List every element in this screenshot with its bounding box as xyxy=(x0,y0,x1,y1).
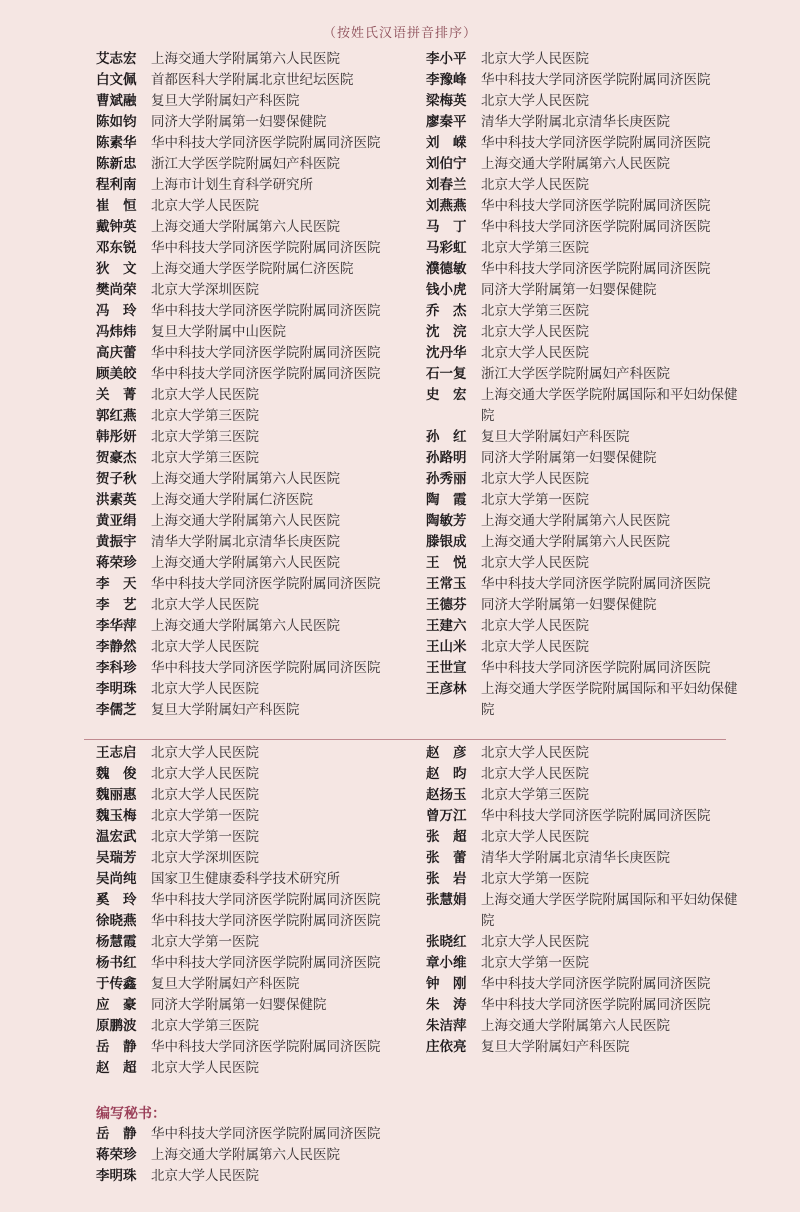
contributor-row xyxy=(96,469,416,490)
contributor-affiliation: 北京大学人民医院 xyxy=(151,681,259,697)
contributor-row xyxy=(96,553,416,574)
contributor-name: 章小维 xyxy=(426,955,467,971)
contributor-name: 陈素华 xyxy=(96,135,137,151)
contributor-row xyxy=(96,806,416,827)
contributor-name: 奚 玲 xyxy=(96,892,137,908)
contributor-name: 韩彤妍 xyxy=(96,429,137,445)
contributor-row xyxy=(426,532,746,553)
contributor-name: 温宏武 xyxy=(96,829,137,845)
contributor-row xyxy=(96,932,416,953)
contributor-name: 艾志宏 xyxy=(96,51,137,67)
contributor-row xyxy=(96,91,416,112)
contributor-affiliation: 华中科技大学同济医学院附属同济医院 xyxy=(151,660,381,676)
contributor-affiliation: 华中科技大学同济医学院附属同济医院 xyxy=(151,913,381,929)
contributor-name: 顾美皎 xyxy=(96,366,137,382)
contributor-affiliation: 北京大学深圳医院 xyxy=(151,850,259,866)
contributor-name: 张 蕾 xyxy=(426,850,467,866)
contributor-name: 孙秀丽 xyxy=(426,471,467,487)
contributor-row xyxy=(96,679,416,700)
contributor-name: 应 豪 xyxy=(96,997,137,1013)
contributor-affiliation: 华中科技大学同济医学院附属同济医院 xyxy=(481,808,711,824)
contributor-affiliation: 北京大学人民医院 xyxy=(481,93,589,109)
contributor-name: 王常玉 xyxy=(426,576,467,592)
contributor-name: 赵 昀 xyxy=(426,766,467,782)
contributor-name: 王 悦 xyxy=(426,555,467,571)
contributor-name: 曹斌融 xyxy=(96,93,137,109)
contributor-affiliation: 北京大学第三医院 xyxy=(481,240,589,256)
contributor-row xyxy=(96,574,416,595)
contributor-affiliation: 上海交通大学附属第六人民医院 xyxy=(151,555,340,571)
contributor-name: 关 菁 xyxy=(96,387,137,403)
contributor-name: 张 岩 xyxy=(426,871,467,887)
contributor-name: 史 宏 xyxy=(426,387,467,403)
contributor-row xyxy=(426,974,746,995)
contributor-name: 李小平 xyxy=(426,51,467,67)
contributor-name: 冯炜炜 xyxy=(96,324,137,340)
contributor-name: 狄 文 xyxy=(96,261,137,277)
contributor-affiliation: 浙江大学医学院附属妇产科医院 xyxy=(481,366,670,382)
contributor-row xyxy=(96,385,416,406)
contributor-affiliation: 同济大学附属第一妇婴保健院 xyxy=(151,997,327,1013)
contributor-name: 王德芬 xyxy=(426,597,467,613)
contributor-name: 陈如钧 xyxy=(96,114,137,130)
contributor-row xyxy=(96,490,416,511)
contributor-affiliation: 复旦大学附属中山医院 xyxy=(151,324,286,340)
contributor-affiliation: 上海交通大学附属第六人民医院 xyxy=(151,1147,340,1163)
contributor-row xyxy=(426,91,746,112)
contributor-affiliation: 国家卫生健康委科学技术研究所 xyxy=(151,871,340,887)
secretary-column xyxy=(96,1124,516,1187)
contributor-row xyxy=(426,490,746,511)
contributor-row xyxy=(96,133,416,154)
contributor-name: 钟 刚 xyxy=(426,976,467,992)
contributor-affiliation: 上海交通大学附属第六人民医院 xyxy=(481,513,670,529)
contributor-name: 赵扬玉 xyxy=(426,787,467,803)
left-column xyxy=(96,743,416,1079)
contributor-row xyxy=(96,343,416,364)
contributor-name: 钱小虎 xyxy=(426,282,467,298)
contributor-name: 贺子秋 xyxy=(96,471,137,487)
contributor-row xyxy=(96,1145,516,1166)
contributor-affiliation: 北京大学人民医院 xyxy=(481,324,589,340)
contributor-affiliation: 上海交通大学附属第六人民医院 xyxy=(481,534,670,550)
contributor-name: 赵 超 xyxy=(96,1060,137,1076)
contributor-row xyxy=(426,1037,746,1058)
contributor-affiliation: 北京大学人民医院 xyxy=(481,934,589,950)
contributor-affiliation: 北京大学人民医院 xyxy=(151,745,259,761)
contributor-row xyxy=(96,280,416,301)
contributor-name: 李 天 xyxy=(96,576,137,592)
contributor-affiliation: 北京大学人民医院 xyxy=(481,51,589,67)
left-column xyxy=(96,49,416,721)
contributor-affiliation: 同济大学附属第一妇婴保健院 xyxy=(481,450,657,466)
contributor-name: 王建六 xyxy=(426,618,467,634)
contributor-affiliation: 清华大学附属北京清华长庚医院 xyxy=(481,114,670,130)
contributor-name: 孙 红 xyxy=(426,429,467,445)
contributor-row xyxy=(426,932,746,953)
contributor-affiliation: 北京大学深圳医院 xyxy=(151,282,259,298)
contributor-row xyxy=(96,532,416,553)
contributor-name: 魏 俊 xyxy=(96,766,137,782)
contributor-affiliation: 上海交通大学附属第六人民医院 xyxy=(151,471,340,487)
contributor-name: 庄依亮 xyxy=(426,1039,467,1055)
contributor-row xyxy=(96,995,416,1016)
contributor-affiliation: 华中科技大学同济医学院附属同济医院 xyxy=(481,576,711,592)
contributor-affiliation: 北京大学第三医院 xyxy=(151,408,259,424)
contributor-affiliation: 北京大学人民医院 xyxy=(151,198,259,214)
contributor-row xyxy=(426,743,746,764)
contributor-affiliation: 北京大学人民医院 xyxy=(151,639,259,655)
contributor-affiliation: 复旦大学附属妇产科医院 xyxy=(481,1039,630,1055)
contributor-affiliation: 华中科技大学同济医学院附属同济医院 xyxy=(151,366,381,382)
contributor-row xyxy=(426,154,746,175)
contributor-name: 戴钟英 xyxy=(96,219,137,235)
contributor-row xyxy=(426,764,746,785)
contributor-affiliation: 华中科技大学同济医学院附属同济医院 xyxy=(151,955,381,971)
contributor-name: 李华萍 xyxy=(96,618,137,634)
contributor-affiliation: 北京大学人民医院 xyxy=(481,766,589,782)
contributor-affiliation: 华中科技大学同济医学院附属同济医院 xyxy=(481,660,711,676)
contributor-affiliation: 北京大学人民医院 xyxy=(151,787,259,803)
contributor-affiliation: 首都医科大学附属北京世纪坛医院 xyxy=(151,72,354,88)
contributor-row xyxy=(96,595,416,616)
contributor-affiliation: 华中科技大学同济医学院附属同济医院 xyxy=(481,997,711,1013)
contributor-affiliation: 华中科技大学同济医学院附属同济医院 xyxy=(151,1039,381,1055)
contributor-name: 杨慧霞 xyxy=(96,934,137,950)
contributor-name: 原鹏波 xyxy=(96,1018,137,1034)
contributor-name: 沈 浣 xyxy=(426,324,467,340)
contributor-row xyxy=(426,890,746,932)
contributor-name: 刘伯宁 xyxy=(426,156,467,172)
contributor-affiliation: 同济大学附属第一妇婴保健院 xyxy=(481,597,657,613)
contributor-row xyxy=(426,133,746,154)
contributor-name: 杨书红 xyxy=(96,955,137,971)
contributor-affiliation: 北京大学第一医院 xyxy=(481,955,589,971)
contributor-name: 徐晓燕 xyxy=(96,913,137,929)
contributor-name: 冯 玲 xyxy=(96,303,137,319)
contributor-name: 王志启 xyxy=(96,745,137,761)
contributor-name: 张 超 xyxy=(426,829,467,845)
contributor-affiliation: 北京大学第一医院 xyxy=(151,808,259,824)
contributor-row xyxy=(426,217,746,238)
contributor-name: 陈新忠 xyxy=(96,156,137,172)
contributor-affiliation: 北京大学人民医院 xyxy=(481,345,589,361)
contributor-affiliation: 上海交通大学附属第六人民医院 xyxy=(151,618,340,634)
contributor-affiliation: 北京大学第一医院 xyxy=(151,829,259,845)
contributor-name: 郭红燕 xyxy=(96,408,137,424)
contributor-name: 蒋荣珍 xyxy=(96,555,137,571)
contributor-affiliation: 北京大学人民医院 xyxy=(481,618,589,634)
contributor-affiliation: 华中科技大学同济医学院附属同济医院 xyxy=(151,892,381,908)
contributor-row xyxy=(96,49,416,70)
contributor-name: 石一复 xyxy=(426,366,467,382)
contributor-affiliation: 北京大学人民医院 xyxy=(151,387,259,403)
contributor-row xyxy=(426,785,746,806)
contributor-affiliation: 复旦大学附属妇产科医院 xyxy=(151,93,300,109)
contributor-row xyxy=(426,553,746,574)
contributor-row xyxy=(96,764,416,785)
contributor-affiliation: 北京大学第三医院 xyxy=(151,429,259,445)
contributor-affiliation: 北京大学第一医院 xyxy=(481,492,589,508)
contributor-row xyxy=(426,616,746,637)
contributor-name: 梁梅英 xyxy=(426,93,467,109)
contributor-row xyxy=(426,953,746,974)
contributor-row xyxy=(96,154,416,175)
contributor-affiliation: 北京大学人民医院 xyxy=(151,766,259,782)
contributor-row xyxy=(96,427,416,448)
contributor-row xyxy=(96,364,416,385)
contributor-row xyxy=(96,112,416,133)
contributor-row xyxy=(96,869,416,890)
contributor-row xyxy=(96,175,416,196)
contributor-row xyxy=(96,1037,416,1058)
contributor-row xyxy=(96,406,416,427)
contributor-affiliation: 华中科技大学同济医学院附属同济医院 xyxy=(151,1126,381,1142)
contributor-row xyxy=(96,1058,416,1079)
contributor-affiliation: 北京大学人民医院 xyxy=(151,1060,259,1076)
contributor-affiliation: 复旦大学附属妇产科医院 xyxy=(151,702,300,718)
contributor-affiliation: 北京大学人民医院 xyxy=(481,829,589,845)
contributor-name: 高庆蕾 xyxy=(96,345,137,361)
contributor-name: 王彦林 xyxy=(426,681,467,697)
contributor-name: 濮德敏 xyxy=(426,261,467,277)
contributor-affiliation: 复旦大学附属妇产科医院 xyxy=(481,429,630,445)
contributor-row xyxy=(96,743,416,764)
contributor-name: 李科珍 xyxy=(96,660,137,676)
contributor-name: 李豫峰 xyxy=(426,72,467,88)
contributor-affiliation: 北京大学第三医院 xyxy=(481,787,589,803)
contributor-affiliation: 浙江大学医学院附属妇产科医院 xyxy=(151,156,340,172)
contributor-row xyxy=(96,1166,516,1187)
contributor-name: 樊尚荣 xyxy=(96,282,137,298)
contributor-row xyxy=(426,511,746,532)
contributor-name: 岳 静 xyxy=(96,1039,137,1055)
contributor-name: 魏玉梅 xyxy=(96,808,137,824)
contributor-row xyxy=(426,175,746,196)
contributor-row xyxy=(426,238,746,259)
contributor-row xyxy=(96,301,416,322)
contributor-name: 陶敏芳 xyxy=(426,513,467,529)
right-column xyxy=(426,743,746,1058)
contributor-row xyxy=(426,322,746,343)
contributor-row xyxy=(96,953,416,974)
contributor-name: 乔 杰 xyxy=(426,303,467,319)
contributor-row xyxy=(426,995,746,1016)
contributor-row xyxy=(96,70,416,91)
contributor-affiliation: 上海市计划生育科学研究所 xyxy=(151,177,313,193)
contributor-row xyxy=(426,574,746,595)
contributor-affiliation: 清华大学附属北京清华长庚医院 xyxy=(481,850,670,866)
contributor-affiliation: 华中科技大学同济医学院附属同济医院 xyxy=(481,976,711,992)
contributor-affiliation: 北京大学人民医院 xyxy=(481,555,589,571)
contributor-row xyxy=(96,700,416,721)
contributor-row xyxy=(426,259,746,280)
contributor-affiliation: 北京大学人民医院 xyxy=(481,177,589,193)
contributor-affiliation: 华中科技大学同济医学院附属同济医院 xyxy=(151,135,381,151)
contributor-row xyxy=(426,427,746,448)
contributor-affiliation: 北京大学第一医院 xyxy=(151,934,259,950)
contributor-name: 白文佩 xyxy=(96,72,137,88)
contributor-affiliation: 北京大学人民医院 xyxy=(481,471,589,487)
contributor-row xyxy=(426,343,746,364)
contributor-row xyxy=(426,679,746,721)
contributor-affiliation: 上海交通大学医学院附属国际和平妇幼保健院 xyxy=(481,681,738,718)
contributor-row xyxy=(96,616,416,637)
contributor-affiliation: 上海交通大学附属第六人民医院 xyxy=(151,51,340,67)
contributor-name: 滕银成 xyxy=(426,534,467,550)
contributor-row xyxy=(426,49,746,70)
contributor-row xyxy=(426,1016,746,1037)
contributor-affiliation: 上海交通大学附属第六人民医院 xyxy=(481,1018,670,1034)
contributor-row xyxy=(426,70,746,91)
contributor-affiliation: 华中科技大学同济医学院附属同济医院 xyxy=(481,72,711,88)
contributor-name: 邓东锐 xyxy=(96,240,137,256)
contributor-name: 吴尚纯 xyxy=(96,871,137,887)
contributor-affiliation: 北京大学第三医院 xyxy=(481,303,589,319)
contributor-row xyxy=(426,637,746,658)
contributor-name: 黄振宇 xyxy=(96,534,137,550)
contributor-name: 马 丁 xyxy=(426,219,467,235)
contributor-row xyxy=(426,469,746,490)
contributor-affiliation: 上海交通大学附属第六人民医院 xyxy=(481,156,670,172)
contributor-row xyxy=(426,658,746,679)
contributor-affiliation: 同济大学附属第一妇婴保健院 xyxy=(151,114,327,130)
contributor-row xyxy=(96,238,416,259)
contributor-row xyxy=(96,196,416,217)
contributor-name: 吴瑞芳 xyxy=(96,850,137,866)
right-column xyxy=(426,49,746,721)
contributor-name: 张慧娟 xyxy=(426,892,467,908)
contributor-row xyxy=(426,112,746,133)
contributor-affiliation: 北京大学人民医院 xyxy=(151,597,259,613)
contributor-affiliation: 华中科技大学同济医学院附属同济医院 xyxy=(481,261,711,277)
contributor-affiliation: 华中科技大学同济医学院附属同济医院 xyxy=(151,576,381,592)
contributor-row xyxy=(426,806,746,827)
contributor-row xyxy=(96,658,416,679)
contributor-row xyxy=(426,595,746,616)
contributor-name: 岳 静 xyxy=(96,1126,137,1142)
contributor-row xyxy=(426,364,746,385)
section-divider xyxy=(84,739,726,740)
contributor-affiliation: 华中科技大学同济医学院附属同济医院 xyxy=(481,198,711,214)
contributor-affiliation: 北京大学第三医院 xyxy=(151,1018,259,1034)
contributor-affiliation: 北京大学人民医院 xyxy=(481,639,589,655)
contributor-name: 李明珠 xyxy=(96,681,137,697)
contributor-name: 贺豪杰 xyxy=(96,450,137,466)
contributor-name: 王山米 xyxy=(426,639,467,655)
contributor-name: 洪素英 xyxy=(96,492,137,508)
contributor-affiliation: 上海交通大学附属第六人民医院 xyxy=(151,219,340,235)
contributor-row xyxy=(96,217,416,238)
contributor-affiliation: 复旦大学附属妇产科医院 xyxy=(151,976,300,992)
contributor-name: 曾万江 xyxy=(426,808,467,824)
contributor-name: 赵 彦 xyxy=(426,745,467,761)
contributor-affiliation: 上海交通大学附属第六人民医院 xyxy=(151,513,340,529)
contributor-name: 张晓红 xyxy=(426,934,467,950)
contributor-name: 李静然 xyxy=(96,639,137,655)
contributor-row xyxy=(426,385,746,427)
contributor-affiliation: 清华大学附属北京清华长庚医院 xyxy=(151,534,340,550)
contributor-affiliation: 华中科技大学同济医学院附属同济医院 xyxy=(151,345,381,361)
contributor-name: 蒋荣珍 xyxy=(96,1147,137,1163)
contributor-row xyxy=(96,848,416,869)
contributor-name: 孙路明 xyxy=(426,450,467,466)
contributor-affiliation: 华中科技大学同济医学院附属同济医院 xyxy=(481,135,711,151)
contributor-row xyxy=(426,869,746,890)
contributor-row xyxy=(96,511,416,532)
contributor-affiliation: 华中科技大学同济医学院附属同济医院 xyxy=(481,219,711,235)
contributor-row xyxy=(96,322,416,343)
contributor-row xyxy=(96,911,416,932)
contributor-row xyxy=(96,785,416,806)
contributor-name: 李儒芝 xyxy=(96,702,137,718)
contributor-name: 沈丹华 xyxy=(426,345,467,361)
contributor-row xyxy=(96,890,416,911)
contributor-affiliation: 北京大学人民医院 xyxy=(151,1168,259,1184)
contributor-name: 刘燕燕 xyxy=(426,198,467,214)
contributor-row xyxy=(96,827,416,848)
contributor-row xyxy=(426,301,746,322)
contributor-row xyxy=(96,1016,416,1037)
contributor-name: 刘 嵘 xyxy=(426,135,467,151)
contributor-row xyxy=(96,448,416,469)
contributor-name: 李 艺 xyxy=(96,597,137,613)
contributor-name: 魏丽惠 xyxy=(96,787,137,803)
sort-order-note: （按姓氏汉语拼音排序） xyxy=(322,26,477,41)
contributor-name: 朱洁萍 xyxy=(426,1018,467,1034)
contributor-affiliation: 北京大学第一医院 xyxy=(481,871,589,887)
contributor-row xyxy=(426,827,746,848)
contributor-row xyxy=(426,196,746,217)
contributor-affiliation: 上海交通大学医学院附属国际和平妇幼保健院 xyxy=(481,387,738,424)
contributor-row xyxy=(96,974,416,995)
contributor-name: 黄亚绢 xyxy=(96,513,137,529)
secretary-heading: 编写秘书： xyxy=(96,1106,166,1122)
contributor-name: 陶 霞 xyxy=(426,492,467,508)
contributor-row xyxy=(96,259,416,280)
contributor-name: 崔 恒 xyxy=(96,198,137,214)
contributor-row xyxy=(426,280,746,301)
contributor-affiliation: 北京大学人民医院 xyxy=(481,745,589,761)
contributor-name: 于传鑫 xyxy=(96,976,137,992)
contributor-name: 马彩虹 xyxy=(426,240,467,256)
contributor-name: 王世宣 xyxy=(426,660,467,676)
contributor-name: 程利南 xyxy=(96,177,137,193)
contributor-name: 刘春兰 xyxy=(426,177,467,193)
contributor-row xyxy=(96,637,416,658)
contributor-name: 朱 涛 xyxy=(426,997,467,1013)
contributor-name: 廖秦平 xyxy=(426,114,467,130)
contributor-row xyxy=(426,848,746,869)
contributor-name: 李明珠 xyxy=(96,1168,137,1184)
contributor-affiliation: 上海交通大学医学院附属仁济医院 xyxy=(151,261,354,277)
contributor-affiliation: 北京大学第三医院 xyxy=(151,450,259,466)
contributor-row xyxy=(96,1124,516,1145)
contributor-affiliation: 上海交通大学附属仁济医院 xyxy=(151,492,313,508)
contributor-row xyxy=(426,448,746,469)
contributor-affiliation: 华中科技大学同济医学院附属同济医院 xyxy=(151,303,381,319)
contributor-affiliation: 上海交通大学医学院附属国际和平妇幼保健院 xyxy=(481,892,738,929)
contributor-affiliation: 华中科技大学同济医学院附属同济医院 xyxy=(151,240,381,256)
contributor-affiliation: 同济大学附属第一妇婴保健院 xyxy=(481,282,657,298)
